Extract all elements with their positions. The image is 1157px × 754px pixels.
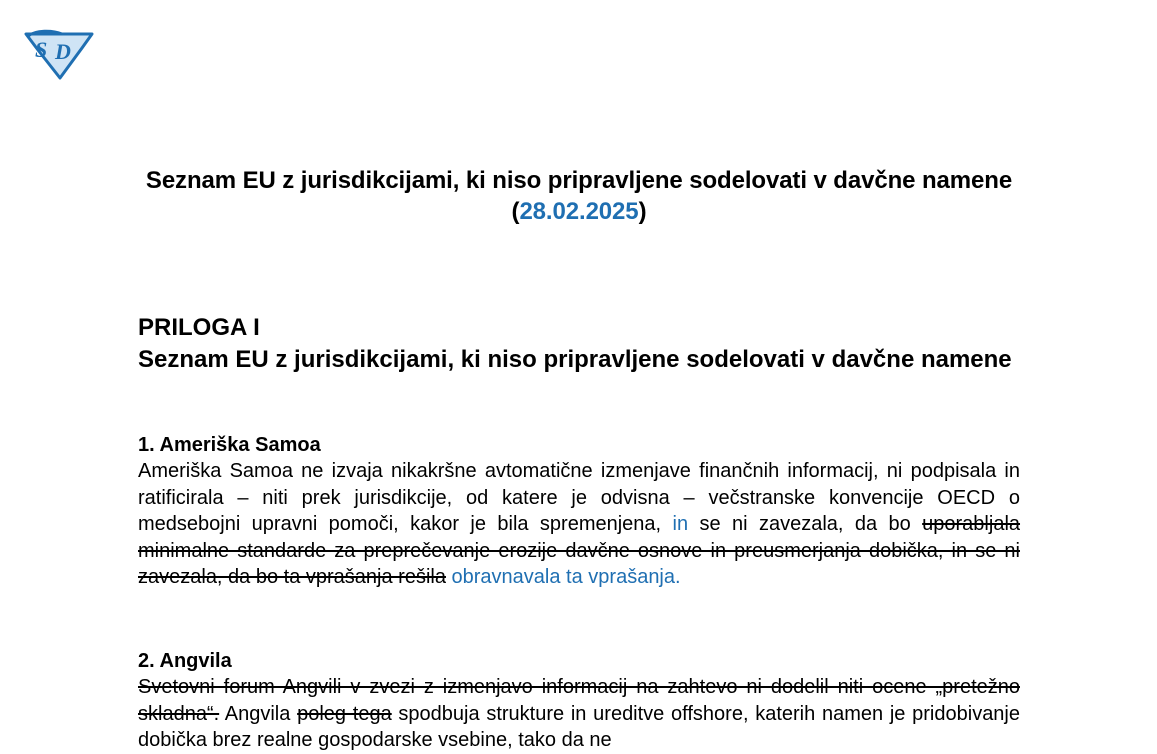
section-body: [138, 458, 1020, 591]
body-text: Ameriška Samoa ne izvaja nikakršne avtomatične izmenjave finančnih informacij, ni podpisala in ratificirala – niti prek jurisdikcije, od katere je odvisna – večstranske konvencije OECD o medsebojni upravni pomoči, kakor je bila spremenjena,: [138, 460, 1020, 535]
date-open-paren: (: [511, 198, 520, 225]
svg-text:S: S: [35, 37, 48, 62]
inserted-text: obravnavala ta vprašanja: [445, 566, 676, 588]
sd-logo-icon: [22, 26, 96, 82]
document-date: 28.02.2025: [519, 198, 639, 225]
document-date-line: [138, 196, 1020, 227]
document-title: [138, 165, 1020, 227]
section-heading: 2. Angvila: [138, 650, 232, 672]
body-text: se ni zavezala, da bo: [688, 513, 923, 535]
deleted-text: uporabljala minimalne standarde za preprečevanje erozije davčne osnove in preusmerjanja dobička, in se ni zavezala, da bo ta vprašanja rešila: [138, 513, 1021, 588]
date-close-paren: ): [638, 198, 647, 225]
section-heading: 1. Ameriška Samoa: [138, 434, 321, 456]
section-anguilla: [138, 648, 1020, 754]
deleted-text: Svetovni forum Angvili v zvezi z izmenjavo informacij na zahtevo ni dodelil niti ocene „pretežno skladna“.: [138, 676, 1020, 725]
body-text: Angvila: [219, 702, 298, 725]
section-body: [138, 674, 1020, 754]
deleted-text: poleg tega: [297, 702, 392, 725]
section-american-samoa: [138, 432, 1020, 591]
document-title-text: Seznam EU z jurisdikcijami, ki niso pripravljene sodelovati v davčne namene: [145, 167, 1013, 194]
annex-title: Seznam EU z jurisdikcijami, ki niso pripravljene sodelovati v davčne namene: [138, 346, 1012, 373]
inserted-text: in: [672, 513, 689, 535]
annex-heading: [138, 312, 1020, 376]
annex-label: PRILOGA I: [138, 314, 260, 341]
body-text: spodbuja strukture in ureditve offshore, katerih namen je pridobivanje dobička brez realne gospodarske vsebine, tako da ne: [138, 702, 1020, 751]
body-text-end: .: [675, 566, 681, 588]
svg-text:D: D: [55, 39, 71, 64]
